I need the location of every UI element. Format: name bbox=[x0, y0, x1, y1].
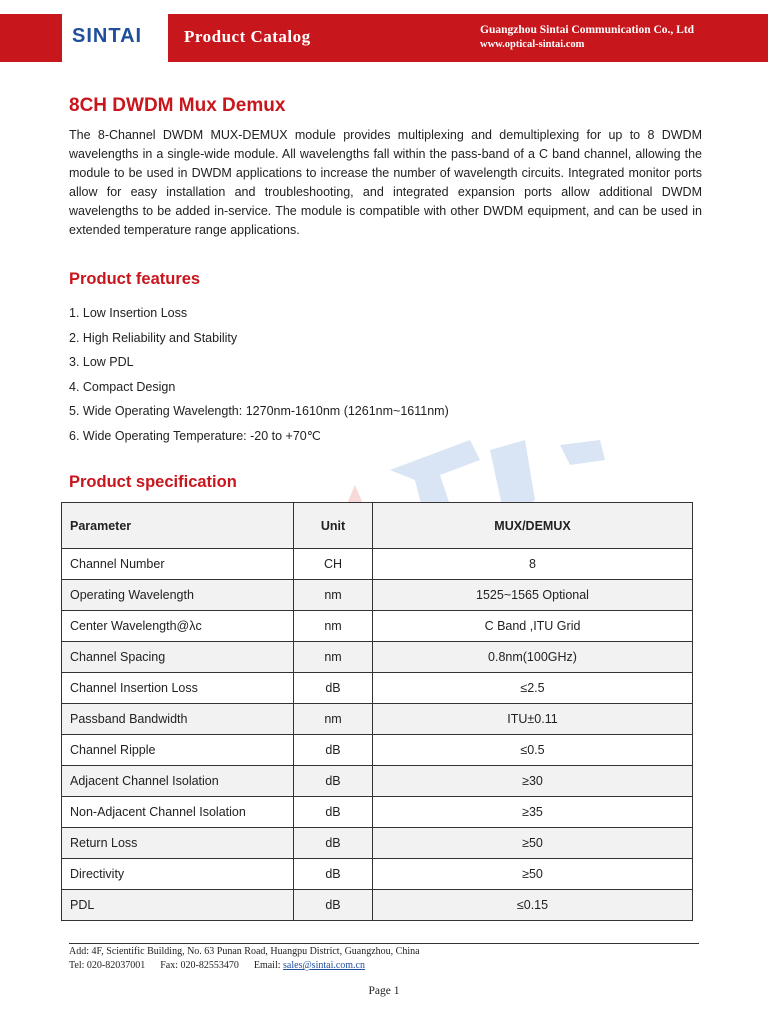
spec-parameter-cell: Channel Number bbox=[62, 549, 294, 580]
spec-parameter-cell: Passband Bandwidth bbox=[62, 704, 294, 735]
spec-row bbox=[62, 642, 693, 673]
footer-fax: Fax: 020-82553470 bbox=[160, 960, 239, 971]
spec-row bbox=[62, 611, 693, 642]
spec-parameter-cell: Center Wavelength@λc bbox=[62, 611, 294, 642]
logo-text: SINTAI bbox=[72, 25, 143, 47]
features-list bbox=[69, 304, 449, 451]
spec-row bbox=[62, 797, 693, 828]
spec-unit-cell: dB bbox=[294, 890, 373, 921]
spec-table bbox=[61, 502, 693, 921]
spec-value-cell: ITU±0.11 bbox=[373, 704, 693, 735]
spec-value-cell: ≥50 bbox=[373, 859, 693, 890]
spec-value-cell: 0.8nm(100GHz) bbox=[373, 642, 693, 673]
footer-address: Add: 4F, Scientific Building, No. 63 Punan Road, Huangpu District, Guangzhou, China bbox=[69, 946, 420, 957]
spec-value-cell: ≤0.15 bbox=[373, 890, 693, 921]
spec-parameter-cell: Directivity bbox=[62, 859, 294, 890]
spec-row bbox=[62, 580, 693, 611]
spec-parameter-cell: Operating Wavelength bbox=[62, 580, 294, 611]
spec-value-cell: 8 bbox=[373, 549, 693, 580]
header-unit: Unit bbox=[294, 503, 373, 549]
spec-heading: Product specification bbox=[69, 473, 237, 491]
product-intro: The 8-Channel DWDM MUX-DEMUX module provides multiplexing and demultiplexing for up to 8 DWDM wavelengths in a single-wide module. All wavelengths fall within the pass-band of a C band channel, allowing the module to be used in DWDM applications to increase the number of wavelength circuits. Integrated monitor ports allow for easy installation and troubleshooting, and integrated expansion ports allow additional DWDM wavelengths to be added in-service. The module is compatible with other DWDM equipment, and can be used in extended temperature range applications. bbox=[69, 128, 702, 237]
spec-unit-cell: nm bbox=[294, 704, 373, 735]
product-title: 8CH DWDM Mux Demux bbox=[69, 95, 286, 116]
spec-unit-cell: dB bbox=[294, 828, 373, 859]
spec-parameter-cell: PDL bbox=[62, 890, 294, 921]
spec-value-cell: C Band ,ITU Grid bbox=[373, 611, 693, 642]
spec-unit-cell: nm bbox=[294, 580, 373, 611]
page-number: Page 1 bbox=[368, 985, 400, 997]
spec-parameter-cell: Channel Ripple bbox=[62, 735, 294, 766]
spec-unit-cell: nm bbox=[294, 611, 373, 642]
spec-parameter-cell: Return Loss bbox=[62, 828, 294, 859]
spec-unit-cell: CH bbox=[294, 549, 373, 580]
spec-value-cell: 1525~1565 Optional bbox=[373, 580, 693, 611]
footer-email-link[interactable]: sales@sintai.com.cn bbox=[283, 960, 365, 971]
spec-value-cell: ≥50 bbox=[373, 828, 693, 859]
footer-email-label: Email: bbox=[253, 960, 284, 971]
spec-value-cell: ≥30 bbox=[373, 766, 693, 797]
feature-item: 6. Wide Operating Temperature: -20 to +70℃ bbox=[69, 428, 321, 443]
header-bar bbox=[0, 14, 768, 62]
spec-parameter-cell: Channel Insertion Loss bbox=[62, 673, 294, 704]
spec-unit-cell: dB bbox=[294, 859, 373, 890]
spec-row bbox=[62, 890, 693, 921]
footer-tel: Tel: 020-82037001 bbox=[69, 960, 146, 971]
spec-parameter-cell: Adjacent Channel Isolation bbox=[62, 766, 294, 797]
features-heading: Product features bbox=[69, 270, 201, 288]
spec-row bbox=[62, 766, 693, 797]
company-name: Guangzhou Sintai Communication Co., Ltd bbox=[480, 24, 695, 36]
spec-unit-cell: dB bbox=[294, 735, 373, 766]
spec-unit-cell: dB bbox=[294, 766, 373, 797]
feature-item: 1. Low Insertion Loss bbox=[69, 306, 188, 320]
spec-row bbox=[62, 549, 693, 580]
spec-row bbox=[62, 673, 693, 704]
feature-item: 3. Low PDL bbox=[69, 355, 134, 369]
catalog-title: Product Catalog bbox=[184, 27, 311, 46]
header-value: MUX/DEMUX bbox=[373, 503, 693, 549]
feature-item: 2. High Reliability and Stability bbox=[69, 330, 238, 345]
spec-row bbox=[62, 859, 693, 890]
spec-parameter-cell: Channel Spacing bbox=[62, 642, 294, 673]
feature-item: 5. Wide Operating Wavelength: 1270nm-1610nm (1261nm~1611nm) bbox=[69, 404, 449, 418]
spec-row bbox=[62, 704, 693, 735]
spec-value-cell: ≤0.5 bbox=[373, 735, 693, 766]
spec-unit-cell: dB bbox=[294, 797, 373, 828]
spec-header-row bbox=[62, 503, 693, 549]
spec-parameter-cell: Non-Adjacent Channel Isolation bbox=[62, 797, 294, 828]
spec-unit-cell: nm bbox=[294, 642, 373, 673]
footer-divider bbox=[69, 943, 699, 944]
header-parameter: Parameter bbox=[62, 503, 294, 549]
footer-contact bbox=[69, 960, 365, 971]
feature-item: 4. Compact Design bbox=[69, 379, 176, 394]
logo bbox=[62, 14, 168, 62]
spec-row bbox=[62, 735, 693, 766]
spec-value-cell: ≤2.5 bbox=[373, 673, 693, 704]
spec-unit-cell: dB bbox=[294, 673, 373, 704]
spec-value-cell: ≥35 bbox=[373, 797, 693, 828]
company-website: www.optical-sintai.com bbox=[480, 39, 585, 50]
spec-row bbox=[62, 828, 693, 859]
